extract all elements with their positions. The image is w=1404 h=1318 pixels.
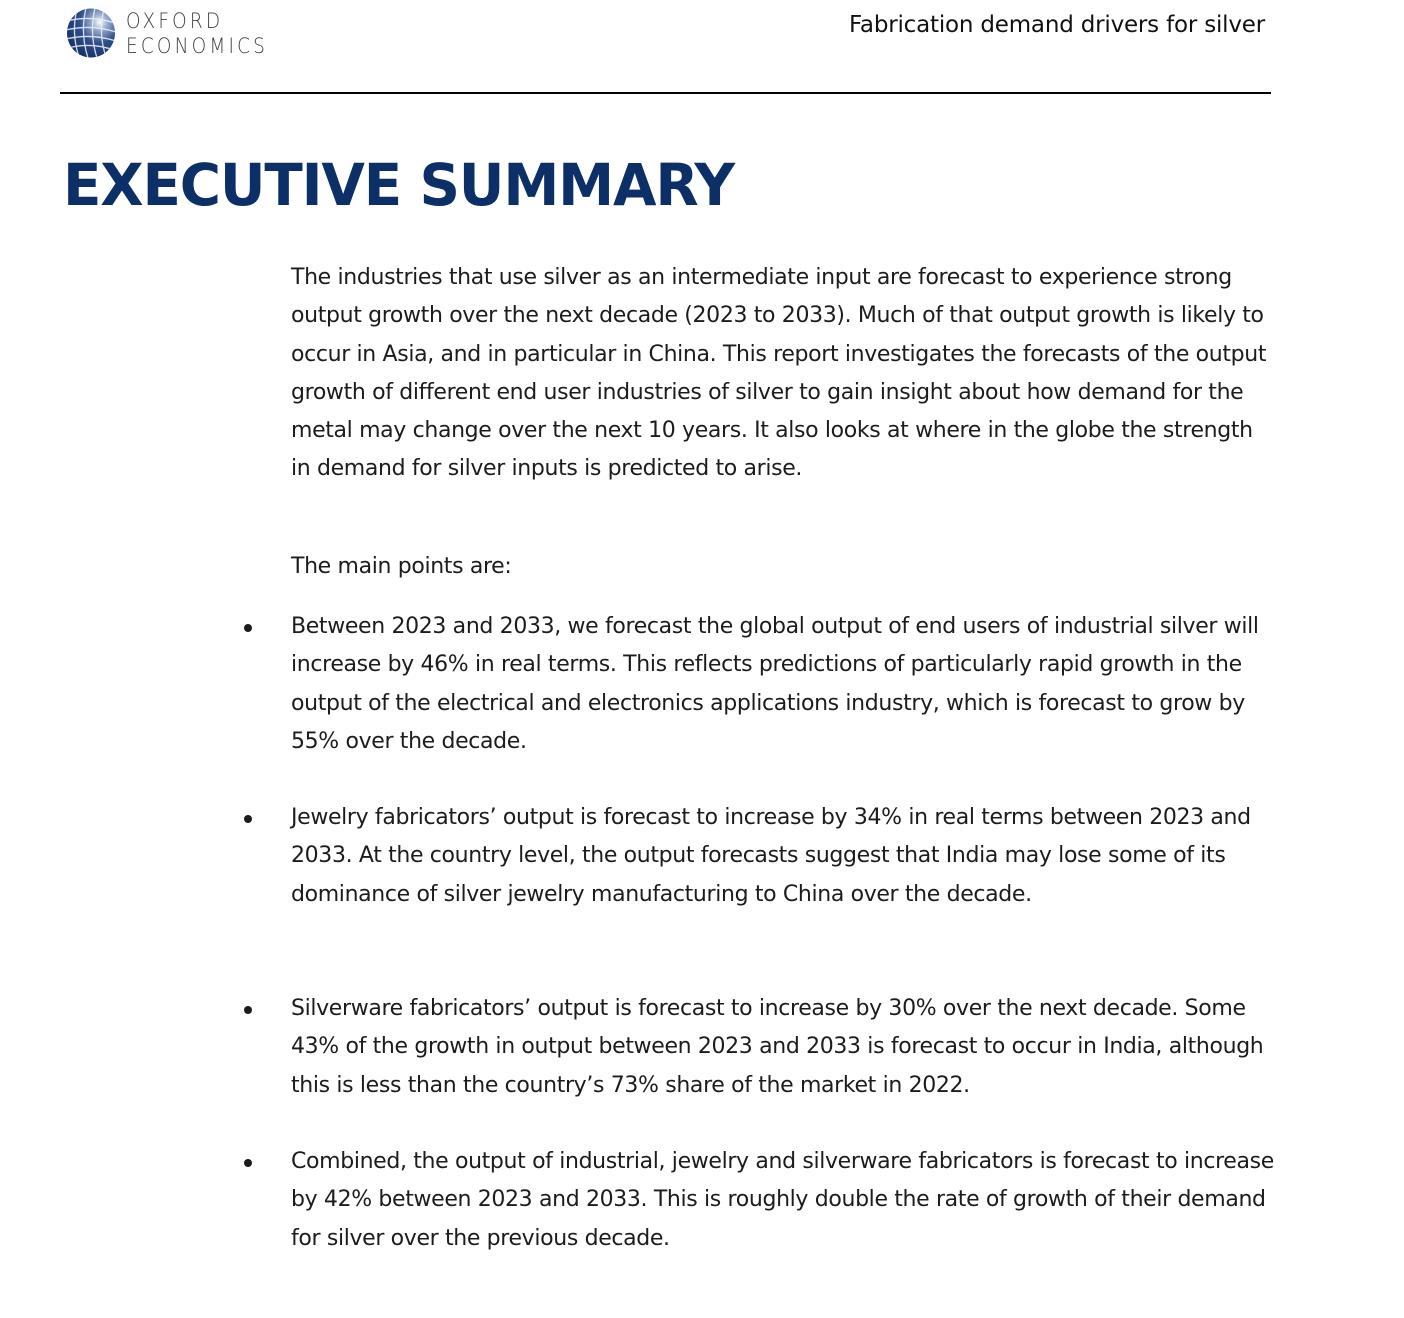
intro-paragraph: The industries that use silver as an intermediate input are forecast to experience strong output growth over the next decade (2023 to 2033). Much of that output growth is likely to occur in Asia, and in particular in China. This report investigates the forecasts of the output growth of different end user industries of silver to gain insight about how demand for the metal may change over the next 10 years. It also looks at where in the globe the strength in demand for silver inputs is predicted to arise. (291, 265, 1267, 482)
bullet-text: Silverware fabricators’ output is forecast to increase by 30% over the next decade. Some 43% of the growth in output between 2023 and 2033 is forecast to occur in India, although this is less than the country’s 73% share of the market in 2022. (291, 996, 1264, 1098)
bullet-icon (244, 624, 252, 632)
globe-icon (65, 7, 117, 59)
bullet-text: Between 2023 and 2033, we forecast the global output of end users of industrial silver will increase by 46% in real terms. This reflects predictions of particularly rapid growth in the output of the electrical and electronics applications industry, which is forecast to grow by 55% over the decade. (291, 614, 1259, 754)
bullet-text: Jewelry fabricators’ output is forecast to increase by 34% in real terms between 2023 and 2033. At the country level, the output forecasts suggest that India may lose some of its dominance of silver jewelry manufacturing to China over the decade. (291, 805, 1251, 907)
bullet-icon (244, 1006, 252, 1014)
bullet-icon (244, 1159, 252, 1167)
logo-line-2: ECONOMICS (126, 34, 269, 58)
main-points-lead-in: The main points are: (291, 554, 512, 579)
oxford-economics-logo (65, 6, 295, 60)
bullet-text: Combined, the output of industrial, jewelry and silverware fabricators is forecast to increase by 42% between 2023 and 2033. This is roughly double the rate of growth of their demand for silver over the previous decade. (291, 1149, 1274, 1251)
header-divider (60, 92, 1271, 94)
logo-wordmark (126, 9, 268, 59)
page-title: EXECUTIVE SUMMARY (63, 151, 734, 219)
logo-line-1: OXFORD (126, 9, 224, 33)
bullet-icon (244, 815, 252, 823)
running-header-title: Fabrication demand drivers for silver (849, 12, 1265, 38)
